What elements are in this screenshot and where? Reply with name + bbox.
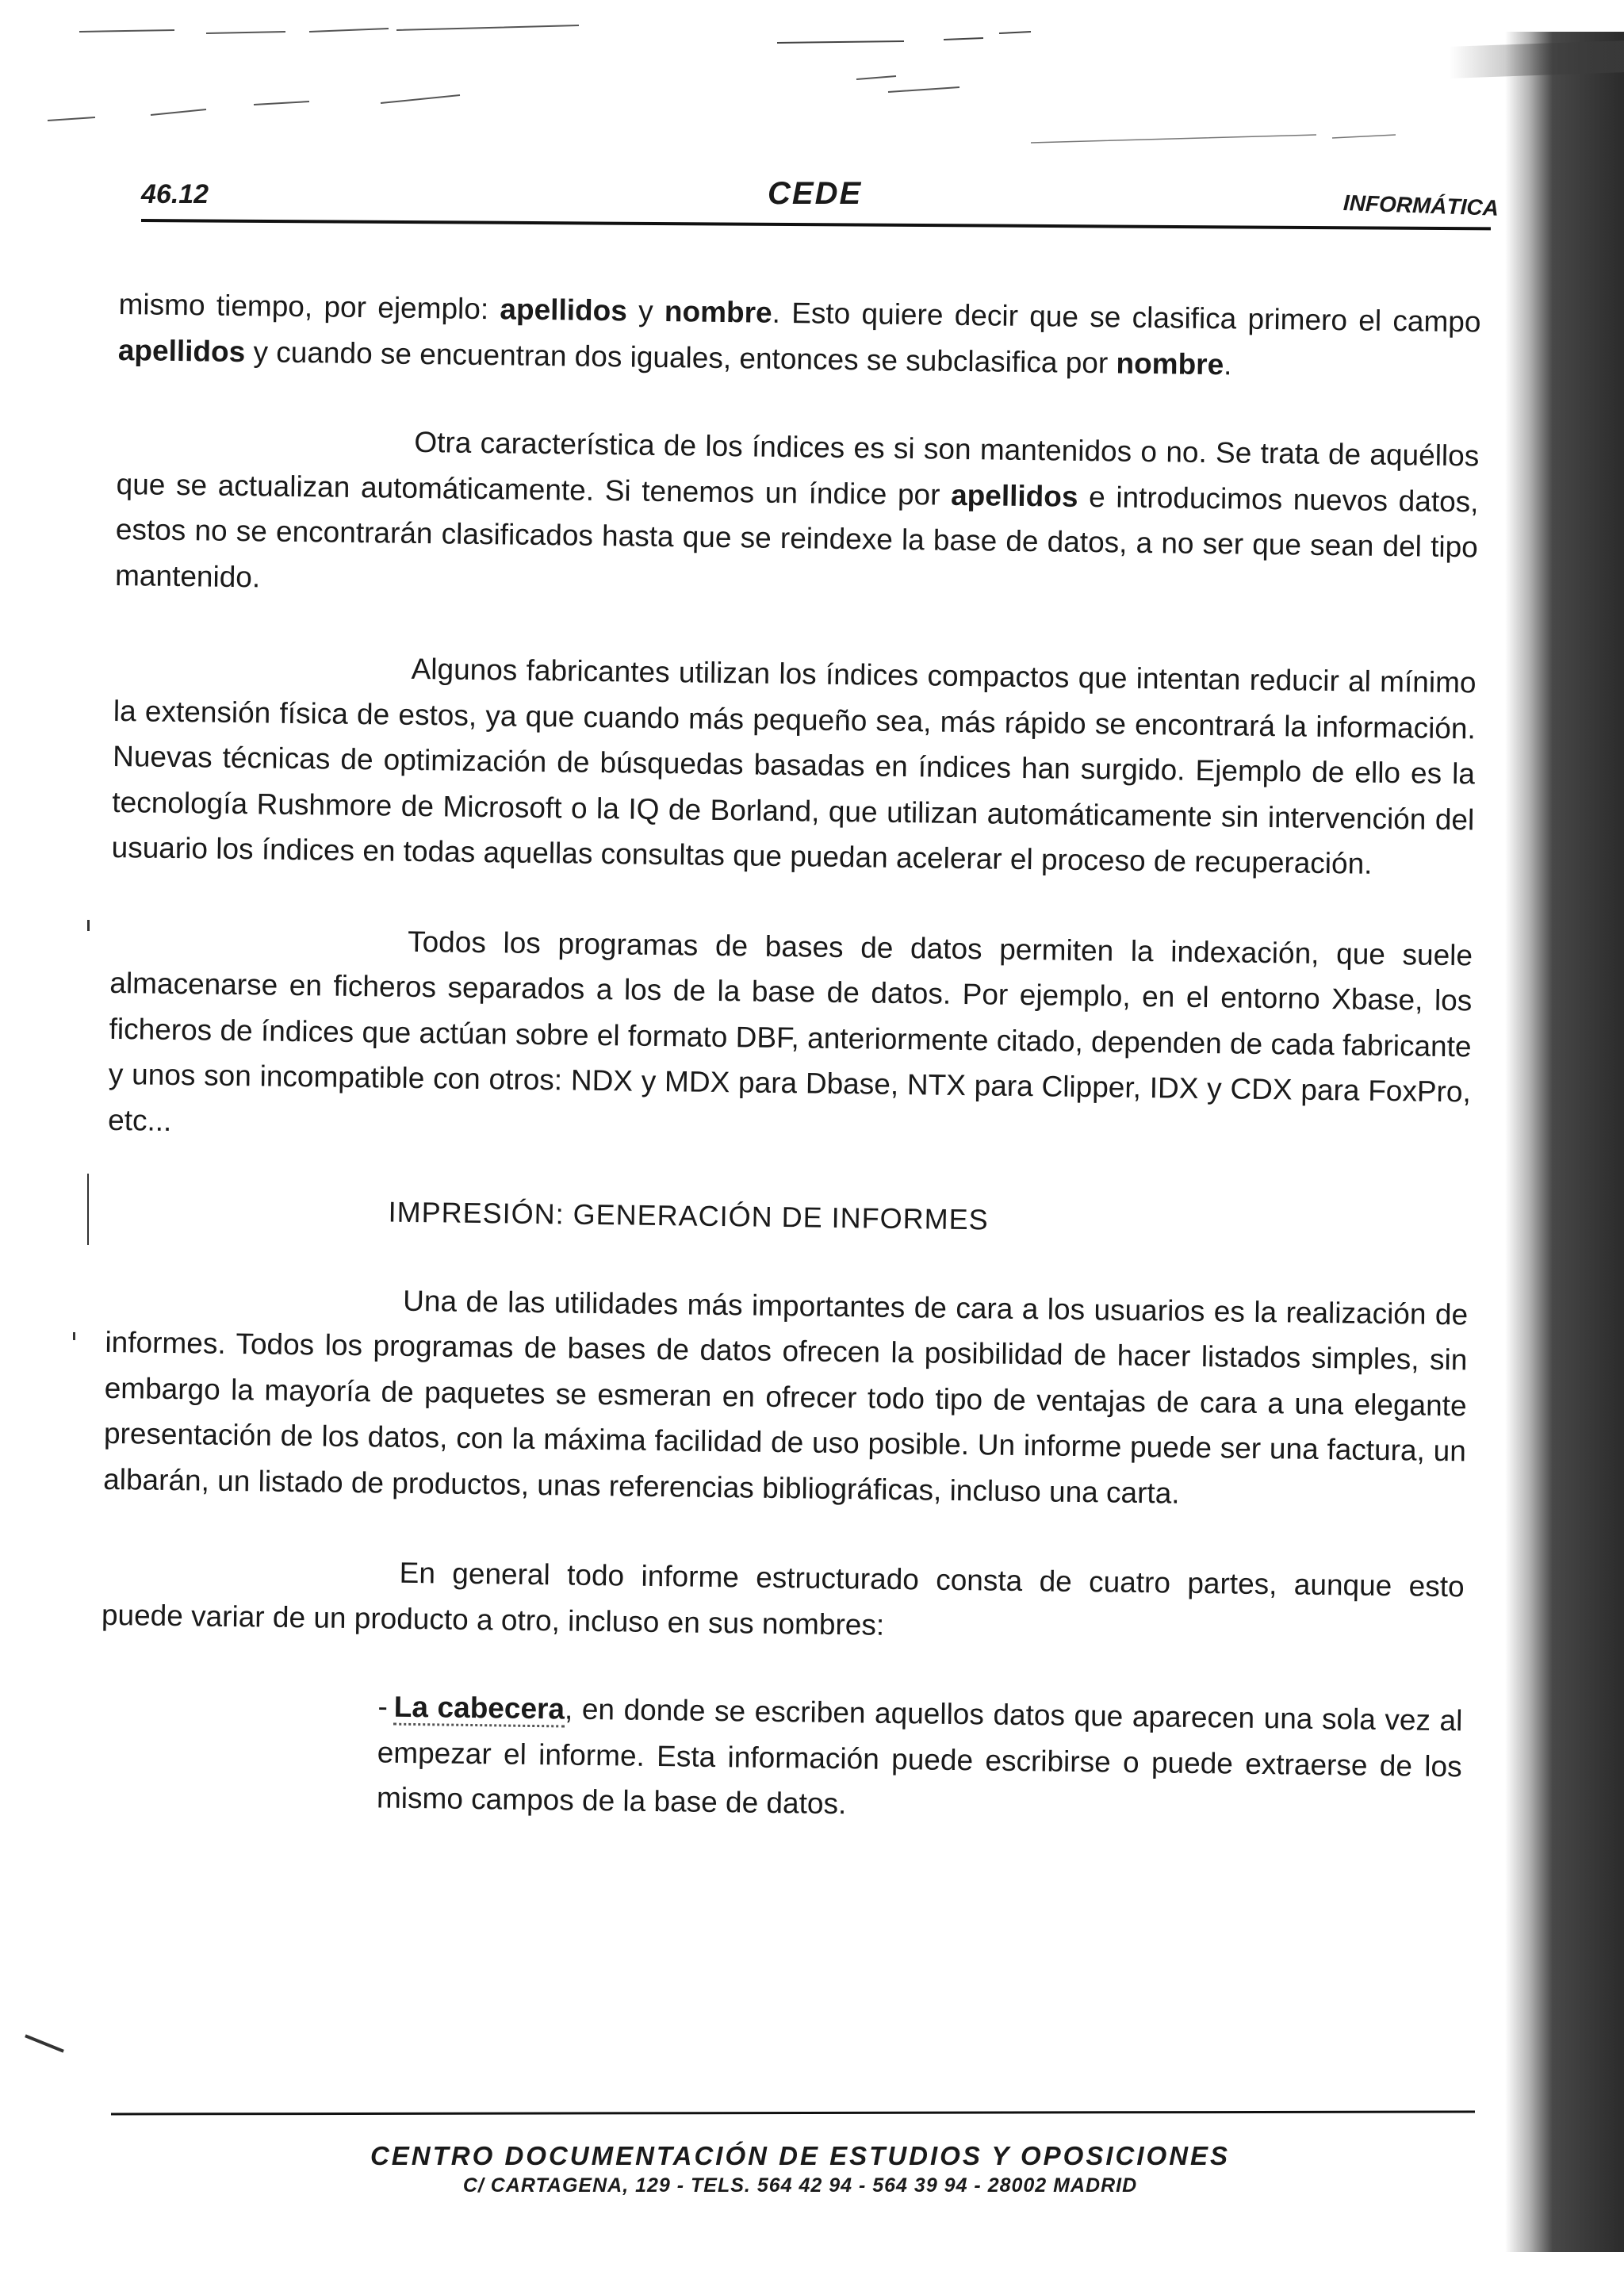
list-term: La cabecera [394, 1691, 565, 1728]
header-rule [141, 219, 1491, 230]
paragraph-5: Una de las utilidades más importantes de cara a los usuarios es la realización de informes. Todos los programas de bases de datos ofrecen la posibilidad de hacer listados simples, sin embargo la mayoría de paquetes se esmeran en ofrecer todo tipo de ventajas de cara a una elegante presentación de los datos, con la máxima facilidad de uso posible. Un informe puede ser una factura, un albarán, un listado de productos, unas referencias bibliográficas, incluso una carta. [102, 1284, 1469, 1510]
list-dash: - [377, 1690, 389, 1723]
scan-shadow-top [1450, 40, 1624, 79]
subject-label: INFORMÁTICA [1342, 190, 1500, 220]
paragraph-3: Algunos fabricantes utilizan los índices compactos que intentan reducir al mínimo la extensión física de estos, ya que cuando más pequeño sea, más rápido se encontrará la información. Nuevas técnicas de optimización de búsquedas basadas en índices han surgido. Ejemplo de ello es la tecnología Rushmore de Microsoft o la IQ de Borland, que utilizan automáticamente sin intervención del usuario los índices en todas aquellas consultas que puedan acelerar el proceso de recuperación. [111, 652, 1477, 880]
footer-address: C/ CARTAGENA, 129 - TELS. 564 42 94 - 564 39 94 - 28002 MADRID [462, 2174, 1138, 2197]
margin-mark [73, 1332, 75, 1340]
page-header [141, 173, 1500, 220]
footer-rule [111, 2110, 1475, 2115]
list-item [377, 1684, 1463, 1834]
footer-institution: CENTRO DOCUMENTACIÓN DE ESTUDIOS Y OPOSICIONES [370, 2141, 1231, 2170]
section-heading: IMPRESIÓN: GENERACIÓN DE INFORMES [388, 1195, 989, 1236]
scan-shadow-edge [1505, 32, 1624, 2252]
paragraph-6: En general todo informe estructurado consta de cuatro partes, aunque esto puede variar de un producto a otro, incluso en sus nombres: [101, 1556, 1465, 1641]
paragraph-2: Otra característica de los índices es si son mantenidos o no. Se trata de aquéllos que se actualizan automáticamente. Si tenemos un índice por apellidos e introducimos nuevos datos, estos no se encontrarán clasificados hasta que se reindexe la base de datos, a no ser que sean del tipo mantenido. [114, 425, 1480, 593]
page-footer [119, 2141, 1481, 2197]
brand-logo-text: CEDE [768, 176, 863, 211]
paragraph-1: mismo tiempo, por ejemplo: apellidos y nombre. Esto quiere decir que se clasifica primero el campo apellidos y cuando se encuentran dos iguales, entonces se subclasifica por nombre. [117, 287, 1481, 381]
margin-mark [87, 920, 90, 931]
paragraph-4: Todos los programas de bases de datos permiten la indexación, que suele almacenarse en ficheros separados a los de la base de datos. Por ejemplo, en el entorno Xbase, los ficheros de índices que actúan sobre el formato DBF, anteriormente citado, dependen de cada fabricante y unos son incompatible con otros: NDX y MDX para Dbase, NTX para Clipper, IDX y CDX para FoxPro, etc... [107, 925, 1473, 1137]
margin-mark [25, 2034, 64, 2052]
document-body [99, 282, 1481, 1835]
scan-artifacts [48, 16, 1396, 159]
list-text: , en donde se escriben aquellos datos que aparecen una sola vez al empezar el informe. Esta información puede escribirse o puede extraerse de los mismo campos de la base de datos. [376, 1692, 1463, 1821]
page-number: 46.12 [141, 179, 209, 209]
margin-mark [87, 1174, 89, 1245]
